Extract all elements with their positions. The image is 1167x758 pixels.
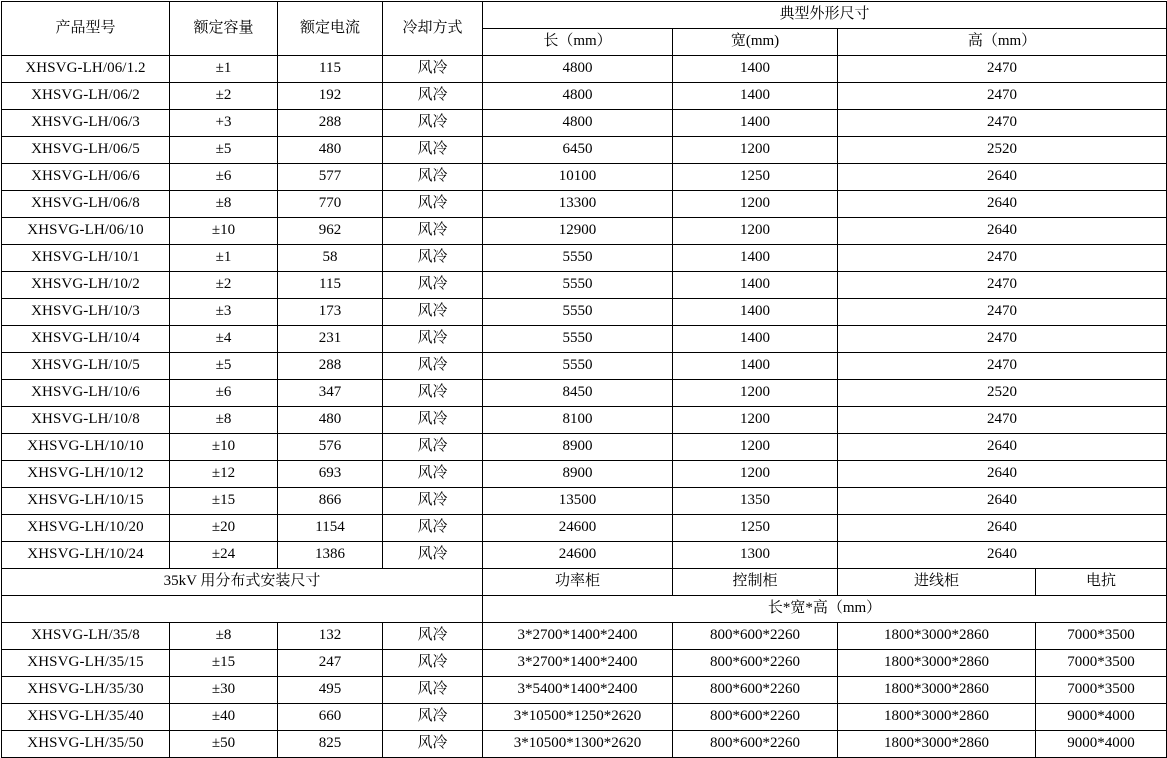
cell-height: 2470 [838,353,1167,380]
cell-length: 8900 [483,461,673,488]
cell-capacity: ±8 [170,623,278,650]
cell-current: 1386 [278,542,383,569]
cell-width: 1200 [673,137,838,164]
cell-width: 1400 [673,110,838,137]
table-row [2,488,1167,515]
cell-width: 1200 [673,461,838,488]
cell-capacity: ±2 [170,83,278,110]
column-header-height: 高（mm） [838,29,1167,56]
cell-height: 2520 [838,380,1167,407]
cell-length: 13500 [483,488,673,515]
column-header-cooling: 冷却方式 [383,2,483,56]
cell-height: 2470 [838,56,1167,83]
table-row [2,245,1167,272]
cell-capacity: ±15 [170,488,278,515]
cell-width: 1200 [673,218,838,245]
table-header [2,2,1167,56]
cell-capacity: ±10 [170,434,278,461]
cell-capacity: ±50 [170,731,278,758]
cell-width: 1400 [673,56,838,83]
cell-model: XHSVG-LH/35/15 [2,650,170,677]
cell-current: 495 [278,677,383,704]
table-row-35kv [2,623,1167,650]
cell-current: 247 [278,650,383,677]
table-row [2,434,1167,461]
cell-height: 2640 [838,218,1167,245]
cell-capacity: ±8 [170,407,278,434]
cell-current: 480 [278,407,383,434]
table-row [2,164,1167,191]
cell-height: 2470 [838,110,1167,137]
cell-cooling: 风冷 [383,488,483,515]
cell-width: 1400 [673,299,838,326]
cell-model: XHSVG-LH/06/3 [2,110,170,137]
cell-cooling: 风冷 [383,677,483,704]
cell-capacity: +3 [170,110,278,137]
cell-model: XHSVG-LH/10/1 [2,245,170,272]
cell-capacity: ±24 [170,542,278,569]
cell-model: XHSVG-LH/06/5 [2,137,170,164]
cell-model: XHSVG-LH/35/8 [2,623,170,650]
section-dimension-note: 长*宽*高（mm） [483,596,1167,623]
cell-model: XHSVG-LH/10/15 [2,488,170,515]
table-row [2,380,1167,407]
table-row [2,110,1167,137]
table-row [2,137,1167,164]
cell-cooling: 风冷 [383,245,483,272]
cell-length: 5550 [483,272,673,299]
cell-incoming-cabinet: 1800*3000*2860 [838,650,1036,677]
cell-width: 1200 [673,434,838,461]
cell-cooling: 风冷 [383,110,483,137]
cell-height: 2640 [838,434,1167,461]
table-row [2,56,1167,83]
table-row [2,515,1167,542]
cell-length: 8100 [483,407,673,434]
column-header-dimensions-group: 典型外形尺寸 [483,2,1167,29]
table-row [2,83,1167,110]
table-row-35kv [2,677,1167,704]
cell-current: 115 [278,56,383,83]
cell-incoming-cabinet: 1800*3000*2860 [838,623,1036,650]
cell-model: XHSVG-LH/10/4 [2,326,170,353]
cell-height: 2640 [838,488,1167,515]
cell-model: XHSVG-LH/10/24 [2,542,170,569]
table-row [2,272,1167,299]
section-subheader-row [2,596,1167,623]
cell-capacity: ±20 [170,515,278,542]
cell-height: 2470 [838,272,1167,299]
table-row-35kv [2,731,1167,758]
table-body-main [2,56,1167,569]
table-row [2,218,1167,245]
cell-control-cabinet: 800*600*2260 [673,677,838,704]
table-row-35kv [2,704,1167,731]
cell-current: 480 [278,137,383,164]
section-header-incoming-cabinet: 进线柜 [838,569,1036,596]
cell-model: XHSVG-LH/10/12 [2,461,170,488]
cell-width: 1200 [673,407,838,434]
cell-cooling: 风冷 [383,515,483,542]
cell-current: 347 [278,380,383,407]
cell-reactor: 7000*3500 [1036,650,1167,677]
cell-current: 115 [278,272,383,299]
section-header-power-cabinet: 功率柜 [483,569,673,596]
cell-height: 2640 [838,542,1167,569]
cell-length: 4800 [483,83,673,110]
cell-height: 2520 [838,137,1167,164]
table-row [2,407,1167,434]
cell-capacity: ±1 [170,56,278,83]
section-header-reactor: 电抗 [1036,569,1167,596]
cell-current: 577 [278,164,383,191]
cell-current: 192 [278,83,383,110]
cell-height: 2470 [838,83,1167,110]
column-header-width: 宽(mm) [673,29,838,56]
cell-incoming-cabinet: 1800*3000*2860 [838,731,1036,758]
section-blank-cell [2,596,483,623]
cell-capacity: ±1 [170,245,278,272]
cell-model: XHSVG-LH/06/8 [2,191,170,218]
cell-length: 4800 [483,56,673,83]
cell-capacity: ±10 [170,218,278,245]
cell-height: 2640 [838,515,1167,542]
cell-power-cabinet: 3*2700*1400*2400 [483,650,673,677]
specification-table [1,1,1167,758]
cell-width: 1200 [673,191,838,218]
column-header-current: 额定电流 [278,2,383,56]
table-body-35kv [2,569,1167,758]
cell-length: 5550 [483,353,673,380]
cell-model: XHSVG-LH/10/20 [2,515,170,542]
cell-height: 2470 [838,326,1167,353]
cell-capacity: ±5 [170,137,278,164]
table-row [2,542,1167,569]
cell-current: 660 [278,704,383,731]
cell-capacity: ±3 [170,299,278,326]
cell-length: 13300 [483,191,673,218]
cell-power-cabinet: 3*10500*1300*2620 [483,731,673,758]
cell-width: 1250 [673,164,838,191]
cell-height: 2470 [838,245,1167,272]
cell-model: XHSVG-LH/06/1.2 [2,56,170,83]
cell-power-cabinet: 3*5400*1400*2400 [483,677,673,704]
cell-width: 1250 [673,515,838,542]
section-title-row [2,569,1167,596]
cell-capacity: ±6 [170,164,278,191]
cell-model: XHSVG-LH/35/30 [2,677,170,704]
cell-cooling: 风冷 [383,542,483,569]
cell-cooling: 风冷 [383,650,483,677]
cell-height: 2640 [838,191,1167,218]
cell-length: 24600 [483,542,673,569]
cell-capacity: ±4 [170,326,278,353]
cell-model: XHSVG-LH/06/10 [2,218,170,245]
cell-model: XHSVG-LH/10/3 [2,299,170,326]
column-header-model: 产品型号 [2,2,170,56]
cell-current: 866 [278,488,383,515]
cell-cooling: 风冷 [383,218,483,245]
table-row [2,191,1167,218]
cell-cooling: 风冷 [383,191,483,218]
cell-cooling: 风冷 [383,137,483,164]
cell-width: 1350 [673,488,838,515]
cell-model: XHSVG-LH/10/6 [2,380,170,407]
column-header-length: 长（mm） [483,29,673,56]
cell-capacity: ±5 [170,353,278,380]
cell-incoming-cabinet: 1800*3000*2860 [838,704,1036,731]
cell-current: 132 [278,623,383,650]
cell-cooling: 风冷 [383,380,483,407]
cell-cooling: 风冷 [383,83,483,110]
cell-cooling: 风冷 [383,704,483,731]
cell-cooling: 风冷 [383,299,483,326]
cell-model: XHSVG-LH/06/6 [2,164,170,191]
cell-current: 58 [278,245,383,272]
table-row-35kv [2,650,1167,677]
cell-cooling: 风冷 [383,731,483,758]
cell-power-cabinet: 3*2700*1400*2400 [483,623,673,650]
table-row [2,353,1167,380]
cell-height: 2470 [838,299,1167,326]
cell-width: 1400 [673,83,838,110]
cell-length: 24600 [483,515,673,542]
cell-current: 962 [278,218,383,245]
cell-current: 288 [278,110,383,137]
cell-length: 4800 [483,110,673,137]
cell-cooling: 风冷 [383,461,483,488]
cell-reactor: 7000*3500 [1036,623,1167,650]
table-row [2,461,1167,488]
cell-length: 12900 [483,218,673,245]
cell-model: XHSVG-LH/10/10 [2,434,170,461]
cell-cooling: 风冷 [383,326,483,353]
table-row [2,299,1167,326]
cell-current: 288 [278,353,383,380]
cell-model: XHSVG-LH/06/2 [2,83,170,110]
cell-width: 1200 [673,380,838,407]
section-header-control-cabinet: 控制柜 [673,569,838,596]
cell-length: 10100 [483,164,673,191]
column-header-capacity: 额定容量 [170,2,278,56]
cell-model: XHSVG-LH/10/5 [2,353,170,380]
cell-width: 1400 [673,245,838,272]
cell-height: 2640 [838,461,1167,488]
cell-current: 173 [278,299,383,326]
cell-control-cabinet: 800*600*2260 [673,704,838,731]
cell-capacity: ±12 [170,461,278,488]
cell-cooling: 风冷 [383,353,483,380]
cell-cooling: 风冷 [383,272,483,299]
cell-capacity: ±6 [170,380,278,407]
cell-model: XHSVG-LH/10/2 [2,272,170,299]
cell-capacity: ±8 [170,191,278,218]
cell-current: 231 [278,326,383,353]
table-row [2,326,1167,353]
cell-length: 8900 [483,434,673,461]
cell-length: 8450 [483,380,673,407]
cell-width: 1400 [673,272,838,299]
cell-incoming-cabinet: 1800*3000*2860 [838,677,1036,704]
cell-model: XHSVG-LH/10/8 [2,407,170,434]
section-title-35kv: 35kV 用分布式安装尺寸 [2,569,483,596]
cell-current: 770 [278,191,383,218]
cell-length: 5550 [483,245,673,272]
cell-height: 2640 [838,164,1167,191]
cell-capacity: ±2 [170,272,278,299]
cell-model: XHSVG-LH/35/40 [2,704,170,731]
cell-width: 1400 [673,353,838,380]
cell-control-cabinet: 800*600*2260 [673,731,838,758]
cell-width: 1300 [673,542,838,569]
cell-length: 6450 [483,137,673,164]
header-row-top [2,2,1167,29]
cell-length: 5550 [483,326,673,353]
cell-reactor: 9000*4000 [1036,704,1167,731]
cell-current: 825 [278,731,383,758]
cell-cooling: 风冷 [383,56,483,83]
cell-control-cabinet: 800*600*2260 [673,623,838,650]
cell-cooling: 风冷 [383,434,483,461]
cell-current: 1154 [278,515,383,542]
cell-control-cabinet: 800*600*2260 [673,650,838,677]
cell-cooling: 风冷 [383,623,483,650]
cell-height: 2470 [838,407,1167,434]
cell-cooling: 风冷 [383,164,483,191]
cell-capacity: ±15 [170,650,278,677]
cell-current: 576 [278,434,383,461]
cell-power-cabinet: 3*10500*1250*2620 [483,704,673,731]
cell-cooling: 风冷 [383,407,483,434]
cell-capacity: ±40 [170,704,278,731]
cell-model: XHSVG-LH/35/50 [2,731,170,758]
cell-current: 693 [278,461,383,488]
cell-length: 5550 [483,299,673,326]
cell-reactor: 7000*3500 [1036,677,1167,704]
cell-capacity: ±30 [170,677,278,704]
cell-reactor: 9000*4000 [1036,731,1167,758]
cell-width: 1400 [673,326,838,353]
